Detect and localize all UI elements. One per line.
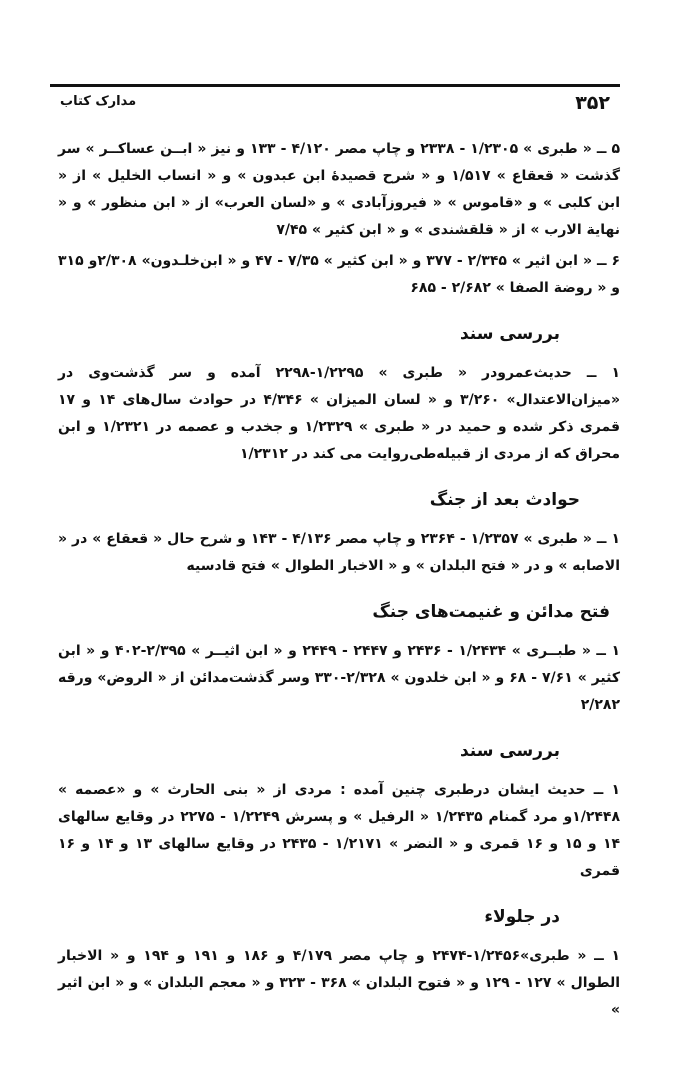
section-heading: در جلولاء bbox=[484, 907, 560, 927]
running-title: مدارک کتاب bbox=[60, 94, 137, 109]
page-content bbox=[58, 136, 620, 1028]
reference-paragraph: ۱ ــ « طبری » ۱/۲۳۵۷ - ۲۳۶۴ و چاپ مصر ۴/۱۳۶ - ۱۴۳ و شرح حال « قعقاع » در « الاصابه » و در « فتح البلدان » و « الاخبار الطوال » فتح قادسیه bbox=[58, 531, 620, 574]
section-heading: حوادث بعد از جنگ bbox=[429, 490, 580, 510]
page-header bbox=[50, 84, 620, 117]
reference-paragraph: ۶ ــ « ابن اثیر » ۲/۳۴۵ - ۳۷۷ و « ابن کثیر » ۷/۳۵ - ۴۷ و « ابن‌خلـدون» ۲/۳۰۸و ۳۱۵ و « روضة الصفا » ۲/۶۸۲ - ۶۸۵ bbox=[58, 253, 621, 296]
reference-paragraph: ۱ ــ حدیث‌عمرودر « طبری » ۱/۲۲۹۵-۲۲۹۸ آمده و سر گذشت‌وی در «میزان‌الاعتدال» ۳/۲۶۰ و « لسان المیزان » ۴/۳۴۶ در حوادث سال‌های ۱۴ و ۱۷ قمری ذکر شده و حمید در « طبری » ۱/۲۳۲۹ و جخدب و عصمه در ۱/۲۳۲۱ و ابن محراق که از مردی از قبیله‌طی‌روایت می کند در ۱/۲۳۱۲ bbox=[58, 365, 621, 462]
section-heading: فتح مدائن و غنیمت‌های جنگ bbox=[372, 602, 610, 622]
reference-paragraph: ۱ ــ « طبــری » ۱/۲۴۳۴ - ۲۴۳۶ و ۲۴۴۷ - ۲۴۴۹ و « ابن اثیــر » ۲/۳۹۵-۴۰۲ و « ابن کثیر » ۷/۶۱ - ۶۸ و « ابن خلدون » ۲/۳۲۸-۳۳۰ وسر گذشت‌مدائن از « الروض» ورقه ۲/۲۸۲ bbox=[58, 643, 621, 713]
page-number: ۳۵۲ bbox=[575, 92, 610, 114]
section-heading: بررسی سند bbox=[459, 324, 560, 344]
reference-paragraph: ۱ ــ « طبری»۱/۲۴۵۶-۲۴۷۴ و چاپ مصر ۴/۱۷۹ و ۱۸۶ و ۱۹۱ و ۱۹۴ و « الاخبار الطوال » ۱۲۷ - ۱۲۹ و « فتوح البلدان » ۳۶۸ - ۳۲۳ و « معجم البلدان » و « ابن اثیر » bbox=[58, 948, 621, 1018]
reference-paragraph: ۵ ــ « طبری » ۱/۲۳۰۵ - ۲۳۳۸ و چاپ مصر ۴/۱۲۰ - ۱۳۳ و نیز « ابــن عساکــر » سر گذشت « قعقاع » ۱/۵۱۷ و « شرح قصیدهٔ ابن عبدون » و « انساب الخلیل » از « ابن کلبی » و «قاموس » « فیروزآبادی » و «لسان العرب» از « ابن منظور » و « نهایة الارب » از « قلقشندی » و « ابن کثیر » ۷/۴۵ bbox=[58, 141, 620, 238]
section-heading: بررسی سند bbox=[459, 741, 560, 761]
reference-paragraph: ۱ ــ حدیث ایشان درطبری چنین آمده : مردی از « بنی الحارث » و «عصمه » ۱/۲۴۴۸و مرد گمنام ۱/۲۴۳۵ « الرفیل » و پسرش ۱/۲۲۴۹ - ۲۲۷۵ در وقایع سالهای ۱۴ و ۱۵ و ۱۶ قمری و « النضر » ۱/۲۱۷۱ - ۲۴۳۵ در وقایع سالهای ۱۳ و ۱۴ و ۱۶ قمری bbox=[58, 782, 621, 879]
